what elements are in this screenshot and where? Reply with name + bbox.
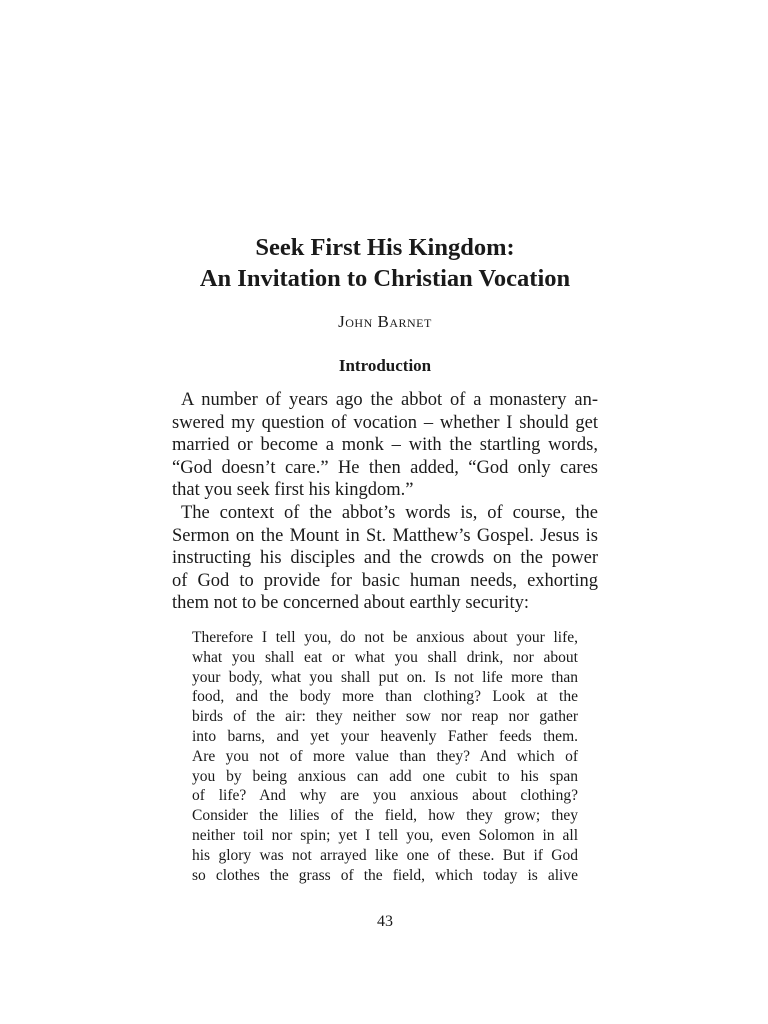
paragraph-line: instructing his disciples and the crowds on the power (172, 548, 598, 569)
paragraph-1 (172, 389, 598, 502)
author-name: John Barnet (338, 312, 432, 331)
quote-line: what you shall eat or what you shall drink, nor about (192, 648, 578, 666)
quote-line: Therefore I tell you, do not be anxious about your life, (192, 629, 578, 646)
quote-line: so clothes the grass of the field, which today is alive (192, 866, 578, 884)
paragraph-line: A number of years ago the abbot of a monastery an- (181, 390, 598, 410)
paragraph-line: married or become a monk – with the startling words, (172, 435, 598, 456)
quote-line: of life? And why are you anxious about clothing? (192, 787, 578, 805)
quote-line: birds of the air: they neither sow nor reap nor gather (192, 708, 578, 726)
quote-line: into barns, and yet your heavenly Father feeds them. (192, 727, 578, 745)
paragraph-line: of God to provide for basic human needs, exhorting (172, 570, 598, 591)
section-heading: Introduction (338, 356, 432, 375)
quote-line: your body, what you shall put on. Is not life more than (192, 668, 578, 686)
paragraph-line: The context of the abbot’s words is, of course, the (181, 502, 598, 523)
quote-line: Consider the lilies of the field, how they grow; they (192, 807, 578, 825)
book-page (172, 0, 598, 1024)
paragraph-line: swered my question of vocation – whether I should get (172, 412, 598, 433)
quote-line: neither toil nor spin; yet I tell you, even Solomon in all (192, 826, 578, 844)
quote-line: Are you not of more value than they? And which of (192, 747, 578, 765)
body-text (172, 389, 598, 615)
quote-line: you by being anxious can add one cubit to his span (192, 767, 578, 785)
scripture-quote (192, 628, 578, 885)
paragraph-line: them not to be concerned about earthly security: (172, 593, 530, 614)
paragraph-line: Sermon on the Mount in St. Matthew’s Gospel. Jesus is (172, 525, 598, 546)
paragraph-2 (172, 502, 598, 615)
paragraph-line: that you seek first his kingdom.” (172, 480, 414, 501)
paragraph-line: “God doesn’t care.” He then added, “God only cares (172, 457, 598, 478)
quote-line: food, and the body more than clothing? Look at the (192, 688, 578, 706)
page-number: 43 (377, 913, 393, 930)
chapter-title (152, 232, 618, 294)
chapter-title-line-1: Seek First His Kingdom: (255, 234, 515, 261)
chapter-title-line-2: An Invitation to Christian Vocation (199, 265, 571, 292)
quote-line: his glory was not arrayed like one of these. But if God (192, 846, 578, 864)
